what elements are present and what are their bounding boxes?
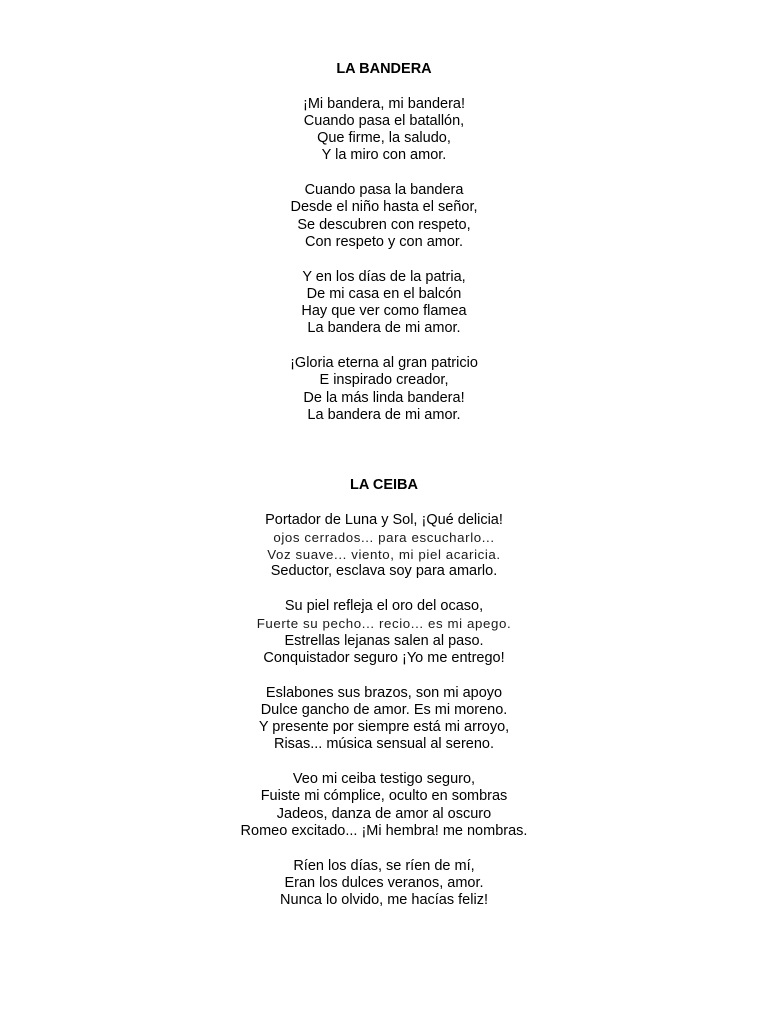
- poem-line: Jadeos, danza de amor al oscuro: [276, 805, 492, 822]
- stanza: [0, 512, 768, 581]
- poem-line: Su piel refleja el oro del ocaso,: [284, 598, 484, 615]
- poem-line: Y en los días de la patria,: [302, 268, 466, 285]
- poem-line: Desde el niño hasta el señor,: [290, 199, 478, 216]
- poem-line: Veo mi ceiba testigo seguro,: [292, 771, 476, 788]
- poem-line: De la más linda bandera!: [303, 389, 465, 406]
- poem-title: LA BANDERA: [336, 61, 432, 77]
- poem-line: E inspirado creador,: [319, 372, 449, 389]
- poem-line: Risas... música sensual al sereno.: [273, 736, 494, 753]
- poem-line: Voz suave... viento, mi piel acaricia.: [267, 547, 501, 563]
- stanza: [0, 685, 768, 754]
- poem-line: Se descubren con respeto,: [297, 216, 471, 233]
- stanza: [0, 182, 768, 251]
- poem-la-ceiba: [0, 477, 768, 927]
- stanza: [0, 96, 768, 165]
- poem-line: Seductor, esclava soy para amarlo.: [270, 563, 498, 580]
- poem-line: Con respeto y con amor.: [305, 233, 463, 250]
- poem-line: Hay que ver como flamea: [301, 303, 467, 320]
- poem-line: Eran los dulces veranos, amor.: [284, 874, 484, 891]
- poem-line: Conquistador seguro ¡Yo me entrego!: [263, 649, 505, 666]
- poem-title: LA CEIBA: [350, 477, 418, 493]
- poem-line: Ríen los días, se ríen de mí,: [293, 857, 475, 874]
- poem-line: Estrellas lejanas salen al paso.: [284, 632, 484, 649]
- poem-line: De mi casa en el balcón: [306, 285, 462, 302]
- stanza: [0, 771, 768, 840]
- poem-line: Que firme, la saludo,: [317, 130, 451, 147]
- stanza: [0, 598, 768, 667]
- poem-line: La bandera de mi amor.: [307, 320, 461, 337]
- poem-line: Cuando pasa el batallón,: [303, 112, 465, 129]
- poem-line: ojos cerrados... para escucharlo...: [273, 529, 495, 545]
- poem-line: Y la miro con amor.: [321, 147, 447, 164]
- poem-line: ¡Mi bandera, mi bandera!: [303, 95, 465, 112]
- poem-la-bandera: [0, 61, 768, 442]
- poem-line: Romeo excitado... ¡Mi hembra! me nombras.: [240, 822, 528, 839]
- stanza: [0, 355, 768, 424]
- stanza: [0, 858, 768, 910]
- poem-line: Fuerte su pecho... recio... es mi apego.: [256, 616, 512, 632]
- poem-line: Eslabones sus brazos, son mi apoyo: [265, 684, 503, 701]
- poem-line: La bandera de mi amor.: [307, 406, 461, 423]
- poem-line: Cuando pasa la bandera: [304, 182, 464, 199]
- poem-line: ¡Gloria eterna al gran patricio: [290, 355, 478, 372]
- poem-line: Nunca lo olvido, me hacías feliz!: [280, 892, 488, 909]
- stanza: [0, 269, 768, 338]
- poem-line: Portador de Luna y Sol, ¡Qué delicia!: [265, 511, 503, 528]
- poem-line: Dulce gancho de amor. Es mi moreno.: [260, 701, 508, 718]
- poem-line: Y presente por siempre está mi arroyo,: [258, 719, 510, 736]
- poem-line: Fuiste mi cómplice, oculto en sombras: [260, 788, 508, 805]
